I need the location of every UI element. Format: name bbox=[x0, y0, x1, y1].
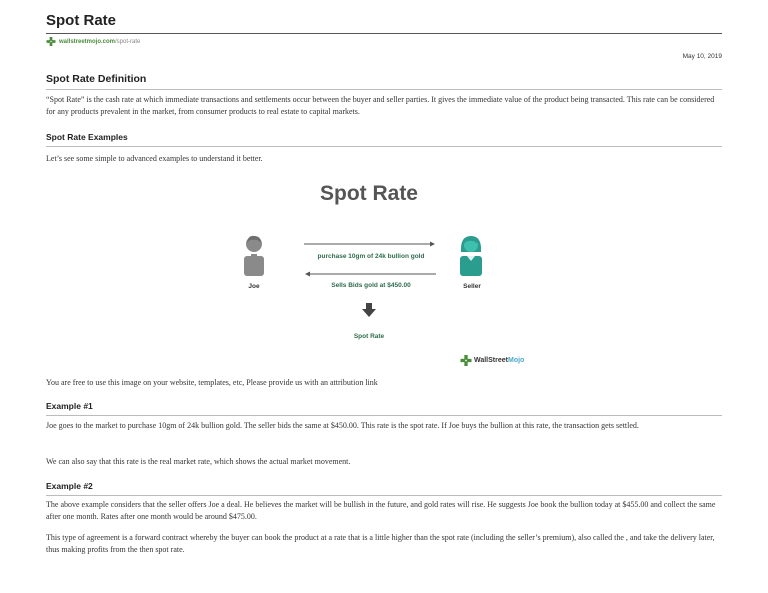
page-title: Spot Rate bbox=[46, 12, 117, 29]
brand-part-3: Mojo bbox=[507, 357, 525, 364]
wallstreetmojo-brand bbox=[460, 355, 524, 366]
definition-divider bbox=[46, 89, 722, 90]
examples-intro: Let’s see some simple to advanced examples to understand it better. bbox=[46, 154, 263, 163]
right-arrow-icon bbox=[304, 240, 436, 248]
down-arrow-icon bbox=[362, 303, 376, 317]
brand-part-2: Street bbox=[488, 357, 508, 364]
spot-rate-infographic bbox=[46, 178, 722, 368]
definition-text: “Spot Rate” is the cash rate at which immediate transactions and settlements occur between the buyer and seller parties. It gives the immediate value of the product being transacted. This rate can be considered for any products prevalent in the market, from consumer products to real estate to capital markets. bbox=[46, 95, 715, 116]
seller-person-icon bbox=[458, 234, 484, 278]
example1-divider bbox=[46, 415, 722, 416]
source-path[interactable]: /spot-rate bbox=[115, 38, 141, 45]
buyer-person-icon bbox=[242, 234, 266, 278]
examples-heading: Spot Rate Examples bbox=[46, 132, 128, 142]
definition-heading: Spot Rate Definition bbox=[46, 73, 147, 85]
title-divider bbox=[46, 33, 722, 34]
examples-divider bbox=[46, 146, 722, 147]
wallstreetmojo-logo-icon bbox=[46, 37, 56, 46]
figure-title: Spot Rate bbox=[319, 182, 418, 205]
sells-bids-label: Sells Bids gold at $450.00 bbox=[331, 282, 411, 289]
example2-paragraph-2: This type of agreement is a forward contract whereby the buyer can book the product at a rate that is a little higher than the spot rate (including the seller’s premium), also called the , and take the delivery later, thus making profits from the then spot rate. bbox=[46, 533, 715, 554]
example1-heading: Example #1 bbox=[46, 401, 93, 411]
publish-date: May 10, 2019 bbox=[682, 53, 722, 60]
example1-paragraph-2: We can also say that this rate is the real market rate, which shows the actual market movement. bbox=[46, 457, 351, 466]
example2-heading: Example #2 bbox=[46, 481, 93, 491]
spot-rate-label: Spot Rate bbox=[353, 333, 385, 340]
example2-divider bbox=[46, 495, 722, 496]
brand-part-1: Wall bbox=[474, 357, 489, 364]
example2-paragraph-1: The above example considers that the seller offers Joe a deal. He believes the market will be bullish in the future, and gold rates will rise. He suggests Joe book the bullion today at $455.00 and collect the same after one month. Rates after one month would be around $475.00. bbox=[46, 500, 716, 521]
source-domain[interactable]: wallstreetmojo.com bbox=[59, 38, 116, 45]
buyer-label: Joe bbox=[248, 283, 260, 290]
purchase-label: purchase 10gm of 24k bullion gold bbox=[317, 253, 425, 260]
seller-label: Seller bbox=[463, 283, 481, 290]
source-link[interactable] bbox=[46, 37, 140, 46]
left-arrow-icon bbox=[304, 270, 436, 278]
example1-paragraph-1: Joe goes to the market to purchase 10gm of 24k bullion gold. The seller bids the same at $450.00. This rate is the spot rate. If Joe buys the bullion at this rate, the transaction gets settled. bbox=[46, 421, 639, 430]
figure-caption: You are free to use this image on your website, templates, etc, Please provide us with an attribution link bbox=[46, 378, 378, 387]
wallstreetmojo-brand-icon bbox=[460, 355, 472, 366]
